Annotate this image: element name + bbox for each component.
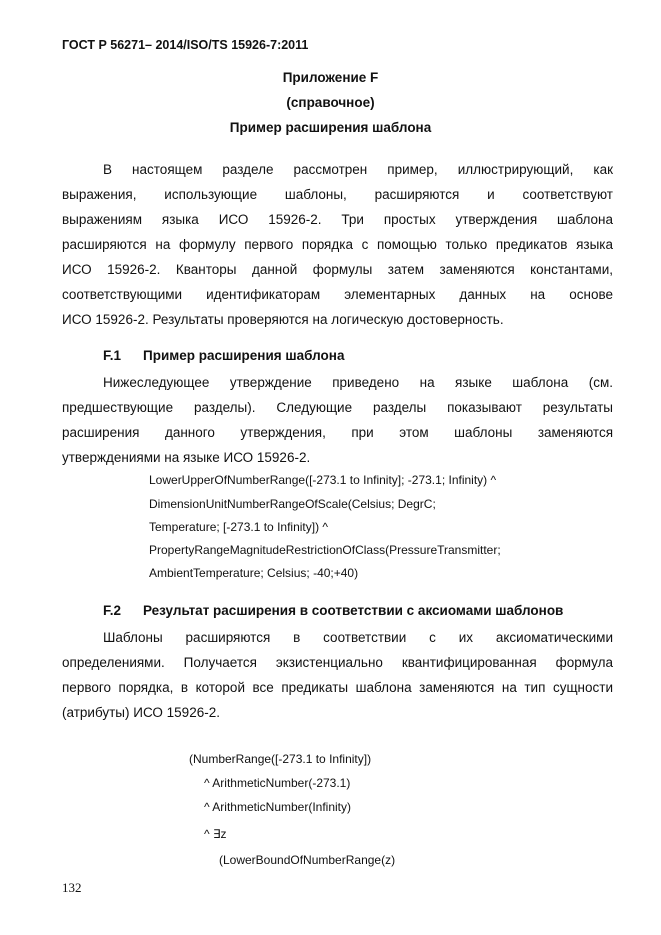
f1-code-line: PropertyRangeMagnitudeRestrictionOfClass(PressureTransmitter;	[149, 543, 501, 557]
intro-line: В настоящем разделе рассмотрен пример, иллюстрирующий, как	[103, 162, 613, 177]
section-f1-title: Пример расширения шаблона	[143, 348, 345, 363]
intro-line: расширяются на формулу первого порядка с помощью только предикатов языка	[62, 237, 613, 252]
f1-code-line: AmbientTemperature; Celsius; -40;+40)	[149, 566, 359, 580]
f2-line: определениями. Получается экзистенциально квантифицированная формула	[62, 655, 613, 670]
intro-line: ИСО 15926-2. Результаты проверяются на логическую достоверность.	[62, 312, 504, 327]
f1-line: расширения данного утверждения, при этом шаблоны заменяются	[62, 425, 613, 440]
section-f1-heading	[103, 348, 344, 363]
f2-code-line: (LowerBoundOfNumberRange(z)	[219, 853, 396, 867]
f2-line: Шаблоны расширяются в соответствии с их аксиоматическими	[103, 630, 613, 645]
f1-line: Нижеследующее утверждение приведено на языке шаблона (см.	[103, 375, 613, 390]
appendix-kind: (справочное)	[286, 95, 375, 110]
page-number: 132	[62, 880, 82, 895]
intro-line: соответствующими идентификаторам элементарных данных на основе	[62, 287, 613, 302]
section-f1-number: F.1	[103, 348, 122, 363]
section-f2-paragraph	[62, 625, 613, 725]
document-header: ГОСТ Р 56271– 2014/ISO/TS 15926-7:2011	[62, 38, 309, 52]
f2-line: (атрибуты) ИСО 15926-2.	[62, 705, 220, 720]
section-f2-heading	[103, 603, 563, 618]
f1-code-line: LowerUpperOfNumberRange([-273.1 to Infinity]; -273.1; Infinity) ^	[149, 473, 497, 487]
intro-line: ИСО 15926-2. Кванторы данной формулы затем заменяются константами,	[62, 262, 613, 277]
section-f2-number: F.2	[103, 603, 122, 618]
section-f1-paragraph	[62, 370, 613, 470]
intro-line: выражениям языка ИСО 15926-2. Три простых утверждения шаблона	[62, 212, 613, 227]
intro-line: выражения, использующие шаблоны, расширяются и соответствуют	[62, 187, 613, 202]
f1-line: утверждениями на языке ИСО 15926-2.	[62, 450, 311, 465]
f2-line: первого порядка, в которой все предикаты шаблона заменяются на тип сущности	[62, 680, 613, 695]
f1-line: предшествующие разделы). Следующие разделы показывают результаты	[62, 400, 613, 415]
f2-code-line: ^ ArithmeticNumber(Infinity)	[204, 800, 351, 814]
appendix-title: Приложение F	[282, 70, 379, 85]
appendix-name: Пример расширения шаблона	[229, 120, 432, 135]
section-f2-title: Результат расширения в соответствии с аксиомами шаблонов	[143, 603, 564, 618]
f1-code-line: DimensionUnitNumberRangeOfScale(Celsius; DegrC;	[149, 497, 436, 511]
f2-code-line: (NumberRange([-273.1 to Infinity])	[189, 752, 372, 766]
f1-code-line: Temperature; [-273.1 to Infinity]) ^	[149, 520, 329, 534]
f2-code-line: ^ ArithmeticNumber(-273.1)	[204, 776, 351, 790]
f2-code-line: ^ ∃z	[204, 827, 227, 841]
intro-paragraph	[62, 157, 613, 332]
